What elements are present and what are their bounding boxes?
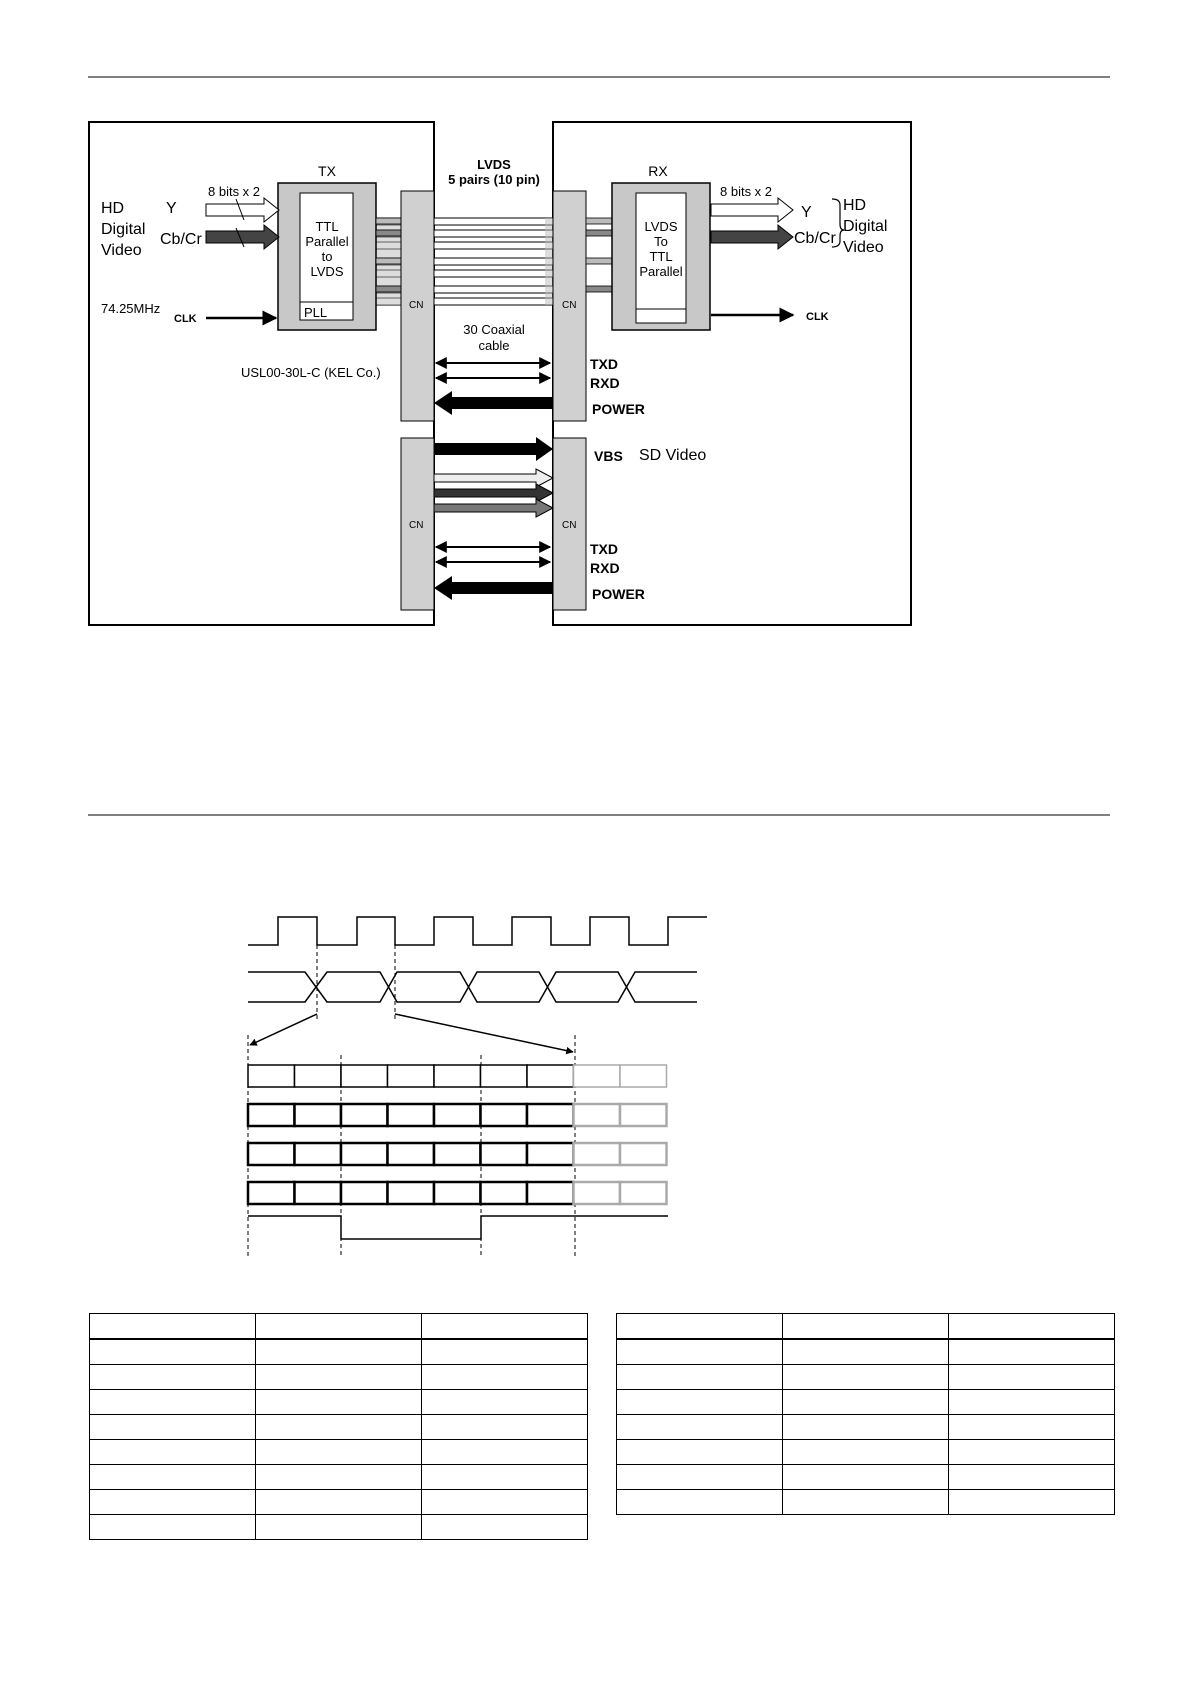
bit-cell <box>248 1182 295 1204</box>
table-row <box>617 1390 1115 1415</box>
sd-video-arrow-2 <box>434 484 553 502</box>
bit-cell-next <box>620 1182 667 1204</box>
table-row <box>617 1339 1115 1365</box>
table-cell <box>422 1440 588 1465</box>
zoom-arrow-left <box>250 1014 317 1045</box>
table-cell <box>90 1314 256 1340</box>
table-cell <box>422 1314 588 1340</box>
table-cell <box>783 1390 949 1415</box>
rx-input-lines <box>586 218 612 292</box>
tx-clock-freq: 74.25MHz <box>101 301 161 316</box>
upper-power-label: POWER <box>592 401 645 417</box>
table-row <box>617 1314 1115 1340</box>
bit-cell <box>388 1143 435 1165</box>
table-cell <box>256 1390 422 1415</box>
table-cell <box>90 1415 256 1440</box>
rx-y-label: Y <box>801 204 812 221</box>
tx-conv-line-4: LVDS <box>310 264 344 279</box>
bit-cell-next <box>574 1065 621 1087</box>
table-row <box>90 1339 588 1365</box>
frame-timing-waveform <box>248 1216 668 1239</box>
table-cell <box>949 1339 1115 1365</box>
bit-cell <box>481 1104 528 1126</box>
bit-cell-next <box>574 1182 621 1204</box>
table-cell <box>90 1390 256 1415</box>
table-row <box>90 1314 588 1340</box>
table-cell <box>617 1314 783 1340</box>
bit-cell-next <box>620 1065 667 1087</box>
bit-cell <box>434 1143 481 1165</box>
table-cell <box>256 1365 422 1390</box>
bit-cell <box>434 1065 481 1087</box>
lower-rxd-label: RXD <box>590 560 620 576</box>
tx-input-line-2: Digital <box>101 221 146 238</box>
tx-cbcr-arrow <box>206 225 279 249</box>
tx-input-line-3: Video <box>101 242 142 259</box>
bit-cell <box>527 1182 574 1204</box>
bit-cell <box>388 1065 435 1087</box>
table-cell <box>256 1440 422 1465</box>
upper-txd-label: TXD <box>590 356 618 372</box>
upper-rxd-label: RXD <box>590 375 620 391</box>
table-cell <box>256 1465 422 1490</box>
vbs-arrow <box>434 437 553 461</box>
sd-video-arrow-1 <box>434 469 553 487</box>
tx-y-label: Y <box>166 200 177 217</box>
rx-conv-line-2: To <box>654 234 668 249</box>
table-cell <box>949 1365 1115 1390</box>
table-cell <box>256 1515 422 1540</box>
tx-cbcr-label: Cb/Cr <box>160 231 202 248</box>
bit-cell <box>434 1104 481 1126</box>
table-cell <box>90 1440 256 1465</box>
bit-cell-next <box>620 1143 667 1165</box>
bit-cell <box>481 1143 528 1165</box>
tx-conv-line-1: TTL <box>315 219 339 234</box>
block-diagram <box>89 122 911 625</box>
table-cell <box>90 1339 256 1365</box>
bit-lane <box>248 1104 667 1126</box>
lvds-pairs: 5 pairs (10 pin) <box>448 172 540 187</box>
bit-cell-next <box>574 1104 621 1126</box>
table-row <box>90 1390 588 1415</box>
table-cell <box>783 1365 949 1390</box>
rx-bus-label: 8 bits x 2 <box>720 184 773 199</box>
bit-cell <box>388 1182 435 1204</box>
bit-lane <box>248 1143 667 1165</box>
table-row <box>90 1465 588 1490</box>
bit-cell <box>481 1065 528 1087</box>
rx-clk-label: CLK <box>806 311 829 323</box>
tx-title: TX <box>318 163 336 179</box>
tx-bus-label: 8 bits x 2 <box>208 184 261 199</box>
tx-clk-label: CLK <box>174 313 197 325</box>
rx-title: RX <box>648 163 668 179</box>
table-row <box>90 1515 588 1540</box>
table-cell <box>90 1490 256 1515</box>
bit-lane <box>248 1065 667 1087</box>
table-cell <box>783 1339 949 1365</box>
table-cell <box>949 1440 1115 1465</box>
table-cell <box>422 1490 588 1515</box>
table-right <box>616 1313 1115 1515</box>
bit-cell <box>295 1143 342 1165</box>
cable-line-2: cable <box>478 338 510 353</box>
cn-label: CN <box>409 520 424 531</box>
bit-cell <box>295 1182 342 1204</box>
rx-output-line-2: Digital <box>843 218 888 235</box>
table-row <box>90 1440 588 1465</box>
table-cell <box>783 1314 949 1340</box>
rx-output-line-1: HD <box>843 197 867 214</box>
table-cell <box>783 1490 949 1515</box>
table-cell <box>617 1490 783 1515</box>
tx-input-line-1: HD <box>101 200 125 217</box>
rx-y-arrow <box>711 198 793 222</box>
table-row <box>617 1440 1115 1465</box>
table-cell <box>422 1515 588 1540</box>
bit-cell <box>248 1104 295 1126</box>
bit-cell <box>481 1182 528 1204</box>
rx-cbcr-label: Cb/Cr <box>794 230 836 247</box>
lower-power-label: POWER <box>592 586 645 602</box>
table-cell <box>949 1465 1115 1490</box>
bit-cell <box>388 1104 435 1126</box>
lower-power-arrow <box>434 576 553 600</box>
sd-video-arrow-3 <box>434 499 553 517</box>
table-cell <box>949 1314 1115 1340</box>
cn-label: CN <box>409 300 424 311</box>
tx-y-arrow <box>206 198 279 222</box>
table-cell <box>422 1365 588 1390</box>
rx-cbcr-arrow <box>711 225 793 249</box>
table-cell <box>949 1415 1115 1440</box>
data-eye-waveform <box>248 972 697 1002</box>
table-cell <box>783 1440 949 1465</box>
tx-conv-line-2: Parallel <box>305 234 349 249</box>
table-cell <box>949 1390 1115 1415</box>
bit-lane <box>248 1182 667 1204</box>
table-cell <box>90 1515 256 1540</box>
bit-cell-next <box>620 1104 667 1126</box>
lvds-bit-frames <box>248 1065 667 1204</box>
table-cell <box>617 1339 783 1365</box>
clock-waveform <box>248 917 707 945</box>
bit-cell-next <box>574 1143 621 1165</box>
bit-cell <box>248 1065 295 1087</box>
table-cell <box>617 1415 783 1440</box>
bit-cell <box>527 1104 574 1126</box>
table-cell <box>783 1465 949 1490</box>
bit-cell <box>341 1143 388 1165</box>
rx-conv-line-1: LVDS <box>644 219 678 234</box>
table-cell <box>256 1490 422 1515</box>
rx-conv-line-4: Parallel <box>639 264 683 279</box>
bit-cell <box>527 1065 574 1087</box>
table-cell <box>422 1339 588 1365</box>
table-cell <box>617 1390 783 1415</box>
tx-pll-label: PLL <box>304 305 328 320</box>
tx-conv-line-3: to <box>321 249 333 264</box>
bit-cell <box>248 1143 295 1165</box>
table-cell <box>422 1390 588 1415</box>
table-cell <box>617 1365 783 1390</box>
bit-cell <box>527 1143 574 1165</box>
table-left <box>89 1313 588 1540</box>
bit-cell <box>295 1065 342 1087</box>
table-row <box>90 1490 588 1515</box>
cn-label: CN <box>562 300 577 311</box>
table-row <box>617 1465 1115 1490</box>
upper-power-arrow <box>434 391 553 415</box>
vbs-label: VBS <box>594 448 623 464</box>
rx-conv-line-3: TTL <box>649 249 673 264</box>
table-cell <box>949 1490 1115 1515</box>
table-cell <box>617 1465 783 1490</box>
bit-cell <box>434 1182 481 1204</box>
bit-cell <box>341 1104 388 1126</box>
table-row <box>90 1365 588 1390</box>
table-cell <box>256 1314 422 1340</box>
table-row <box>617 1365 1115 1390</box>
cn-label: CN <box>562 520 577 531</box>
table-row <box>617 1415 1115 1440</box>
table-cell <box>422 1415 588 1440</box>
lvds-title: LVDS <box>477 157 511 172</box>
tx-part-number: USL00-30L-C (KEL Co.) <box>241 365 381 380</box>
table-cell <box>256 1415 422 1440</box>
table-cell <box>256 1339 422 1365</box>
bit-cell <box>341 1182 388 1204</box>
table-cell <box>422 1465 588 1490</box>
rx-output-line-3: Video <box>843 239 884 256</box>
zoom-arrow-right <box>395 1014 573 1052</box>
table-cell <box>617 1440 783 1465</box>
timing-diagram <box>248 917 707 1258</box>
table-cell <box>783 1415 949 1440</box>
table-cell <box>90 1465 256 1490</box>
sd-video-label: SD Video <box>639 447 707 464</box>
table-row <box>617 1490 1115 1515</box>
table-row <box>90 1415 588 1440</box>
cable-line-1: 30 Coaxial <box>463 322 525 337</box>
bit-cell <box>295 1104 342 1126</box>
table-cell <box>90 1365 256 1390</box>
lower-txd-label: TXD <box>590 541 618 557</box>
bit-cell <box>341 1065 388 1087</box>
